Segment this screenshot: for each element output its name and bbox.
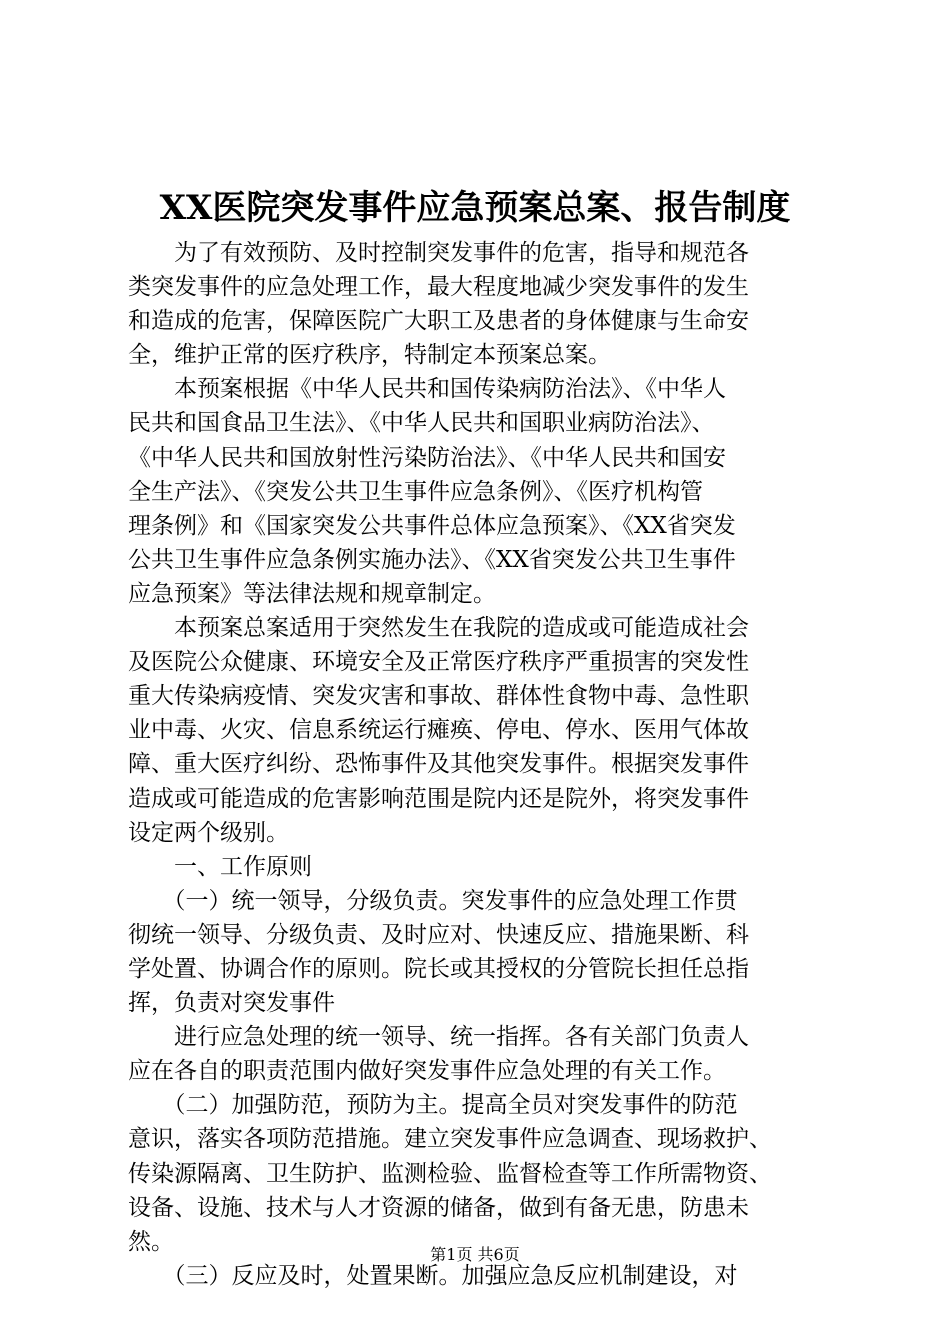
body-line: （三）反应及时，处置果断。加强应急反应机制建设，对 — [128, 1262, 738, 1289]
body-line: 和造成的危害，保障医院广大职工及患者的身体健康与生命安 — [128, 308, 749, 335]
body-line: 重大传染病疫情、突发灾害和事故、群体性食物中毒、急性职 — [128, 683, 749, 710]
body-line: 业中毒、火灾、信息系统运行瘫痪、停电、停水、医用气体故 — [128, 717, 749, 744]
body-line: 障、重大医疗纠纷、恐怖事件及其他突发事件。根据突发事件 — [128, 751, 749, 778]
body-line: 《中华人民共和国放射性污染防治法》、《中华人民共和国安 — [128, 444, 726, 471]
body-line: 挥，负责对突发事件 — [128, 990, 335, 1017]
body-line: 然。 — [128, 1228, 174, 1255]
body-line: 本预案根据《中华人民共和国传染病防治法》、《中华人 — [128, 376, 726, 403]
body-line: 类突发事件的应急处理工作，最大程度地减少突发事件的发生 — [128, 274, 749, 301]
body-line: 为了有效预防、及时控制突发事件的危害，指导和规范各 — [128, 240, 749, 266]
document-body — [128, 236, 834, 1293]
body-line: 设备、设施、技术与人才资源的储备，做到有备无患，防患未 — [128, 1194, 749, 1221]
body-line: （二）加强防范，预防为主。提高全员对突发事件的防范 — [128, 1092, 738, 1119]
body-line: 本预案总案适用于突然发生在我院的造成或可能造成社会 — [128, 615, 749, 642]
document-title: XX医院突发事件应急预案总案、报告制度 — [159, 188, 791, 228]
body-line: 全生产法》、《突发公共卫生事件应急条例》、《医疗机构管 — [128, 478, 703, 505]
body-line: 进行应急处理的统一领导、统一指挥。各有关部门负责人 — [128, 1024, 749, 1051]
section-heading: 一、工作原则 — [128, 853, 312, 880]
body-line: 理条例》和《国家突发公共事件总体应急预案》、《XX省突发 — [128, 512, 736, 539]
body-line: （一）统一领导，分级负责。突发事件的应急处理工作贯 — [128, 887, 738, 914]
body-line: 彻统一领导、分级负责、及时应对、快速反应、措施果断、科 — [128, 921, 749, 948]
body-line: 公共卫生事件应急条例实施办法》、《XX省突发公共卫生事件 — [128, 546, 736, 573]
body-line: 全，维护正常的医疗秩序，特制定本预案总案。 — [128, 342, 611, 369]
body-line: 及医院公众健康、环境安全及正常医疗秩序严重损害的突发性 — [128, 649, 749, 676]
body-line: 民共和国食品卫生法》、《中华人民共和国职业病防治法》、 — [128, 410, 715, 437]
body-line: 应急预案》等法律法规和规章制定。 — [128, 580, 496, 607]
body-line: 学处置、协调合作的原则。院长或其授权的分管院长担任总指 — [128, 955, 749, 982]
body-line: 应在各自的职责范围内做好突发事件应急处理的有关工作。 — [128, 1058, 726, 1085]
body-line: 意识，落实各项防范措施。建立突发事件应急调查、现场救护、 — [128, 1126, 772, 1153]
body-line: 造成或可能造成的危害影响范围是院内还是院外，将突发事件 — [128, 785, 749, 812]
body-line: 传染源隔离、卫生防护、监测检验、监督检查等工作所需物资、 — [128, 1160, 772, 1187]
page-number-footer: 第1页 共6页 — [430, 1245, 520, 1264]
body-line: 设定两个级别。 — [128, 819, 289, 846]
